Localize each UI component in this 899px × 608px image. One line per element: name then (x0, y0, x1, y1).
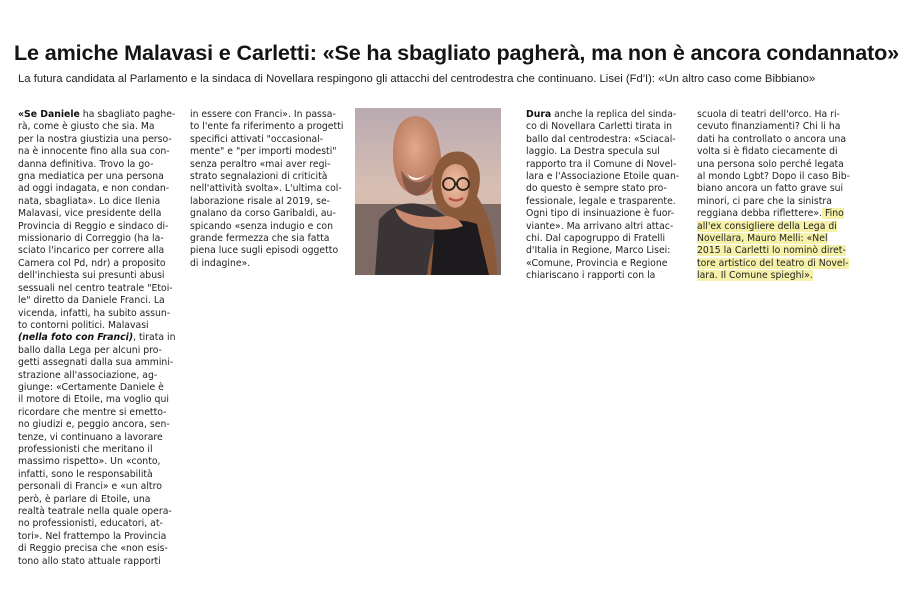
text-line: nata, sbagliata». Lo dice Ilenia (18, 195, 161, 207)
article-headline: Le amiche Malavasi e Carletti: «Se ha sbagliato pagherà, ma non è ancora condannato» (14, 40, 899, 65)
text-line: in essere con Franci». In passa- (190, 109, 336, 120)
text-line: «Comune, Provincia e Regione (526, 257, 668, 269)
text-line: no professionisti, educatori, at- (18, 518, 163, 530)
article-column-1 (18, 109, 176, 568)
text-line: nell'attività svolta». L'ultima col- (190, 183, 342, 195)
column-4-lines (526, 121, 680, 282)
text-line: una persona solo perché legata (697, 158, 844, 170)
highlighted-text: all'ex consigliere della Lega di (697, 220, 837, 232)
text-line: Provincia di Reggio e sindaco di- (18, 220, 169, 232)
text-line: laborazione risale al 2019, se- (190, 195, 331, 207)
text-line: vicenda, infatti, ha subito assun- (18, 307, 171, 319)
highlighted-text: Novellara, Mauro Melli: «Nel (697, 233, 828, 245)
text-line (697, 221, 839, 233)
text-line: piena luce sugli episodi oggetto (190, 245, 339, 257)
text-line: scuola di teatri dell'orco. Ha ri- (697, 109, 840, 120)
column-2-paragraph (190, 109, 344, 270)
text-line: missionario di Correggio (ha la- (18, 233, 164, 245)
text-line: realtà teatrale nella quale opera- (18, 506, 172, 517)
text-line: laggio. La Destra specula sul (526, 146, 660, 158)
highlighted-text: tore artistico del teatro di Novel- (697, 257, 849, 269)
text-line: volta si è fidato ciecamente di (697, 146, 838, 158)
text-line: massimo rispetto». Un «conto, (18, 456, 161, 468)
text-line: gnalano da corso Garibaldi, au- (190, 208, 336, 220)
text-line: ad oggi indagata, e non condan- (18, 183, 170, 195)
text-line: tenze, vi continuano a lavorare (18, 431, 163, 443)
text-line: to l'ente fa riferimento a progetti (190, 121, 344, 133)
text-line: to contorni politici. Malavasi (18, 319, 149, 331)
text-line: gna mediatica per una persona (18, 171, 164, 183)
article-subheadline: La futura candidata al Parlamento e la sindaca di Novellara respingono gli attacchi del centrodestra che continuano. Lisei (Fd'I): «Un altro caso come Bibbiano» (18, 73, 816, 85)
text-line: sciato l'incarico per correre alla (18, 245, 165, 257)
text-line (18, 109, 176, 121)
highlighted-text: Fino (822, 208, 844, 220)
text-line (526, 109, 676, 121)
text-line: strato segnalazioni di criticità (190, 171, 328, 183)
text-line: mente" e "per importi modesti" (190, 146, 337, 158)
text-line: chi. Dal capogruppo di Fratelli (526, 233, 666, 245)
article-column-2 (190, 109, 344, 270)
text-line: al mondo Lgbt? Dopo il caso Bib- (697, 171, 850, 183)
text-line: infatti, sono le responsabilità (18, 468, 153, 480)
text-line: fessionale, legale e trasparente. (526, 195, 676, 207)
text-line: senza peraltro «mai aver regi- (190, 158, 331, 170)
text-line: cevuto finanziamenti? Chi li ha (697, 121, 841, 133)
text-line: d'Italia in Regione, Marco Lisei: (526, 245, 671, 257)
text-line: ricordare che mentre si emetto- (18, 406, 167, 418)
text-line: na è innocente fino alla sua con- (18, 146, 170, 158)
text-line: chiariscano i rapporti con la (526, 270, 656, 282)
text-line: sessuali nel centro teatrale "Etoi- (18, 282, 173, 294)
text-line: specifici attivati "occasional- (190, 133, 324, 145)
text-line: ballo dal centrodestra: «Sciacal- (526, 133, 676, 145)
text-line: però, è parlare di Etoile, una (18, 493, 151, 505)
text-line: personali di Franci» e «un altro (18, 481, 162, 493)
text-line: giunge: «Certamente Daniele è (18, 381, 164, 393)
text-line: no giudizi e, peggio ancora, sen- (18, 419, 170, 431)
text-line (697, 233, 839, 245)
column-1-lines-after (18, 344, 174, 568)
column-1-lines (18, 121, 173, 332)
highlighted-passage (697, 220, 849, 283)
text-fragment: , tirata in (133, 332, 176, 344)
text-line: viante». Ma arrivano altri attac- (526, 220, 674, 232)
text-line: lara e l'Associazione Etoile quan- (526, 171, 680, 183)
column-4-paragraph (526, 109, 680, 283)
text-line: rapporto tra il Comune di Novel- (526, 158, 677, 170)
text-line: dati ha controllato o ancora una (697, 133, 847, 145)
text-line: dell'inchiesta sui presunti abusi (18, 270, 165, 282)
column-1-paragraph (18, 109, 176, 568)
article-column-4 (526, 109, 680, 283)
text-fragment: anche la replica del sinda- (551, 109, 677, 120)
text-line: do questo è sempre stato pro- (526, 183, 667, 195)
lead-in: «Se Daniele (18, 109, 80, 120)
column-5-paragraph (697, 109, 850, 283)
text-line: co di Novellara Carletti tirata in (526, 121, 673, 133)
text-line: ballo dalla Lega per alcuni pro- (18, 344, 162, 356)
column-5-lines (697, 109, 850, 221)
text-line: minori, ci pare che la sinistra (697, 195, 832, 207)
photo-malavasi-franci (355, 108, 501, 275)
text-line: tori». Nel frattempo la Provincia (18, 530, 167, 542)
text-line: getti assegnati dalla sua ammini- (18, 357, 174, 369)
text-line (18, 332, 176, 344)
text-line: di indagine». (190, 257, 251, 269)
text-line: spicando «senza indugio e con (190, 220, 334, 232)
lead-in: Dura (526, 109, 552, 120)
text-line: Ogni tipo di insinuazione è fuor- (526, 208, 675, 220)
text-line: rà, come è giusto che sia. Ma (18, 121, 155, 133)
highlighted-text: 2015 la Carletti lo nominò diret- (697, 245, 846, 257)
photo-caption-reference: (nella foto con Franci) (18, 332, 134, 344)
highlighted-text: lara. Il Comune spieghi». (697, 270, 813, 282)
text-line: strazione all'associazione, ag- (18, 369, 158, 381)
text-line (697, 270, 839, 282)
text-line (697, 257, 849, 270)
text-line: Camera col Pd, ndr) a proposito (18, 257, 166, 269)
text-line: biano ancora un fatto grave sui (697, 183, 844, 195)
text-line: Malavasi, vice presidente della (18, 208, 162, 220)
text-line: professionisti che meritano il (18, 443, 153, 455)
text-line: le" diretto da Daniele Franci. La (18, 295, 165, 307)
article-column-5 (697, 109, 850, 283)
text-line: danna definitiva. Trovo la go- (18, 158, 154, 170)
text-line: il motore di Etoile, ma voglio qui (18, 394, 169, 406)
text-fragment: ha sbagliato paghe- (79, 109, 176, 120)
text-line: tono allo stato attuale rapporti (18, 555, 161, 567)
text-line: di Reggio precisa che «non esis- (18, 543, 168, 555)
text-line: reggiana debba riflettere». Fino (697, 208, 844, 220)
text-line: grande fermezza che sia fatta (190, 233, 330, 245)
text-line (697, 245, 846, 257)
text-line: per la nostra giustizia una perso- (18, 133, 172, 145)
